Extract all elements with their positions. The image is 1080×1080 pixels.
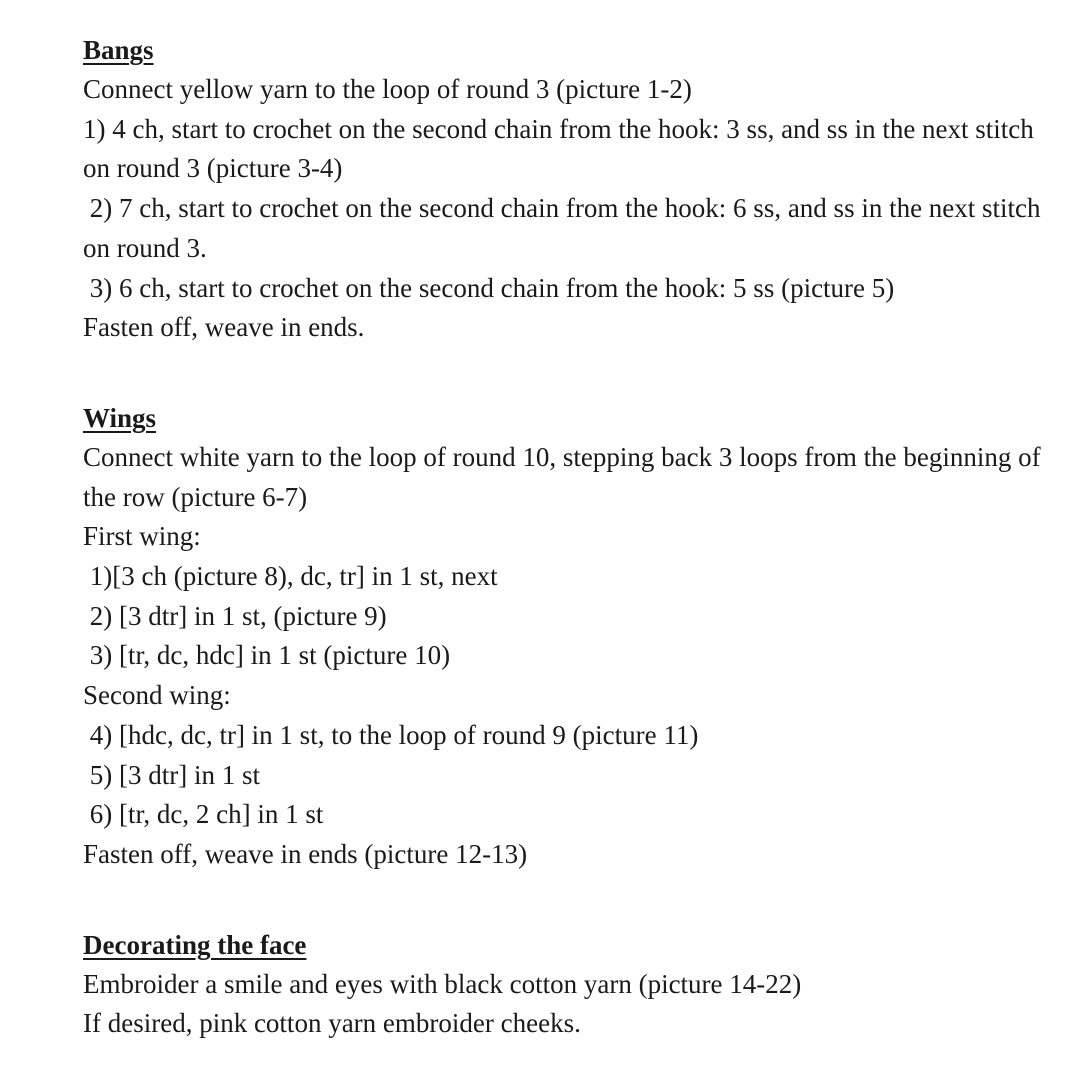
instruction-line: 4) [hdc, dc, tr] in 1 st, to the loop of round 9 (picture 11) (83, 719, 699, 750)
instruction-line: 5) [3 dtr] in 1 st (83, 759, 260, 790)
instruction-line: 1)[3 ch (picture 8), dc, tr] in 1 st, next (83, 561, 498, 592)
section-decorating-face (83, 925, 1043, 1044)
instruction-line: Connect white yarn to the loop of round 10, stepping back 3 loops from the beginning of the row (picture 6-7) (83, 441, 1048, 512)
section-spacer (83, 348, 1043, 398)
instruction-line: Second wing: (83, 680, 231, 711)
section-spacer (83, 875, 1043, 925)
instruction-line: Embroider a smile and eyes with black cotton yarn (picture 14-22) (83, 968, 802, 999)
instruction-line: 2) [3 dtr] in 1 st, (picture 9) (83, 600, 387, 631)
instruction-line: Connect yellow yarn to the loop of round 3 (picture 1-2) (83, 74, 692, 104)
instruction-line: Fasten off, weave in ends. (83, 312, 365, 343)
instruction-line: 3) 6 ch, start to crochet on the second chain from the hook: 5 ss (picture 5) (83, 272, 895, 303)
section-heading-decorating-face: Decorating the face (83, 929, 307, 960)
instruction-line: Fasten off, weave in ends (picture 12-13) (83, 838, 528, 869)
section-bangs (83, 30, 1048, 348)
instruction-line: 3) [tr, dc, hdc] in 1 st (picture 10) (83, 640, 451, 671)
document-page (83, 30, 1048, 1044)
instruction-line: If desired, pink cotton yarn embroider cheeks. (83, 1008, 581, 1039)
instruction-line: First wing: (83, 521, 201, 552)
instruction-line: 1) 4 ch, start to crochet on the second chain from the hook: 3 ss, and ss in the next stitch on round 3 (picture 3-4) (83, 113, 1041, 184)
section-heading-wings: Wings (83, 402, 157, 433)
section-wings (83, 398, 1048, 875)
section-heading-bangs: Bangs (83, 35, 154, 65)
instruction-line: 6) [tr, dc, 2 ch] in 1 st (83, 799, 324, 830)
instruction-line: 2) 7 ch, start to crochet on the second chain from the hook: 6 ss, and ss in the next stitch on round 3. (83, 193, 1048, 263)
